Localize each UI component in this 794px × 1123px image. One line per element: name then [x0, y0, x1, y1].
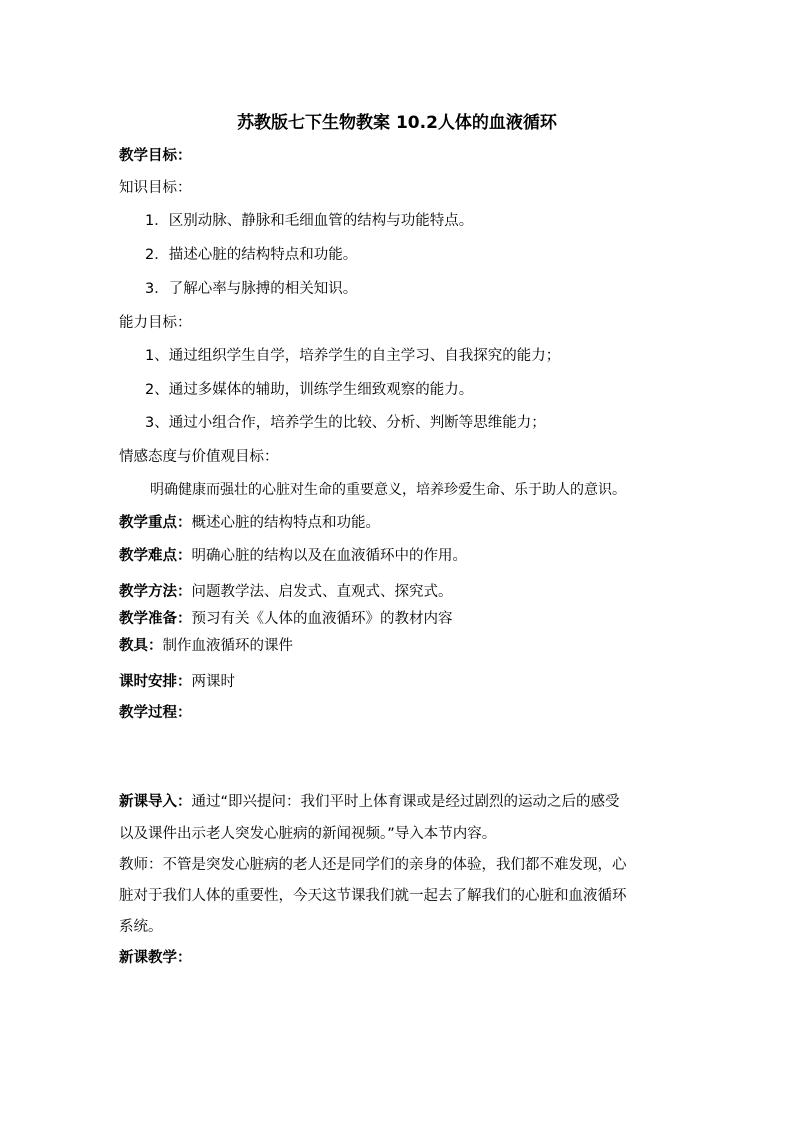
tools-text: 制作血液循环的课件: [162, 638, 293, 654]
key-point-label: 教学重点：: [119, 515, 192, 531]
intro-text-1: 通过“即兴提问：我们平时上体育课或是经过剧烈的运动之后的感受: [191, 794, 620, 810]
key-point-text: 概述心脏的结构特点和功能。: [191, 515, 380, 531]
ability-item: 1、通过组织学生自学，培养学生的自主学习、自我探究的能力；: [145, 348, 561, 364]
teacher-line: 脏对于我们人体的重要性，今天这节课我们就一起去了解我们的心脏和血液循环: [119, 888, 627, 904]
method-text: 问题教学法、启发式、直观式、探究式。: [191, 584, 453, 600]
schedule-text: 两课时: [191, 674, 235, 690]
difficulty-text: 明确心脏的结构以及在血液循环中的作用。: [191, 548, 467, 564]
preparation-row: [119, 609, 453, 629]
difficulty-row: [119, 546, 467, 566]
new-lesson-heading: 新课教学：: [119, 950, 192, 966]
method-label: 教学方法：: [119, 584, 192, 600]
process-heading: 教学过程：: [119, 705, 192, 721]
teacher-line: 教师：不管是突发心脏病的老人还是同学们的亲身的体验，我们都不难发现，心: [119, 857, 627, 873]
intro-line-2: 以及课件出示老人突发心脏病的新闻视频。”导入本节内容。: [119, 826, 497, 842]
tools-label: 教具：: [119, 638, 163, 654]
schedule-row: [119, 672, 235, 692]
method-row: [119, 582, 453, 602]
preparation-label: 教学准备：: [119, 611, 192, 627]
teacher-line: 系统。: [119, 919, 163, 935]
objectives-heading: 教学目标：: [119, 148, 192, 164]
knowledge-item: 3．了解心率与脉搏的相关知识。: [145, 281, 358, 297]
emotion-text: 明确健康而强壮的心脏对生命的重要意义，培养珍爱生命、乐于助人的意识。: [150, 482, 626, 498]
intro-line-1: [119, 792, 620, 812]
knowledge-item: 1．区别动脉、静脉和毛细血管的结构与功能特点。: [145, 213, 474, 229]
ability-item: 3、通过小组合作，培养学生的比较、分析、判断等思维能力；: [145, 415, 546, 431]
ability-heading: 能力目标：: [119, 315, 192, 331]
document-title: 苏教版七下生物教案 10.2人体的血液循环: [237, 113, 557, 133]
knowledge-heading: 知识目标：: [119, 180, 192, 196]
tools-row: [119, 636, 293, 656]
difficulty-label: 教学难点：: [119, 548, 192, 564]
schedule-label: 课时安排：: [119, 674, 192, 690]
ability-item: 2、通过多媒体的辅助，训练学生细致观察的能力。: [145, 382, 474, 398]
key-point-row: [119, 513, 380, 533]
preparation-text: 预习有关《人体的血液循环》的教材内容: [191, 611, 453, 627]
intro-label: 新课导入：: [119, 794, 192, 810]
knowledge-item: 2．描述心脏的结构特点和功能。: [145, 247, 358, 263]
emotion-heading: 情感态度与价值观目标：: [119, 449, 279, 465]
